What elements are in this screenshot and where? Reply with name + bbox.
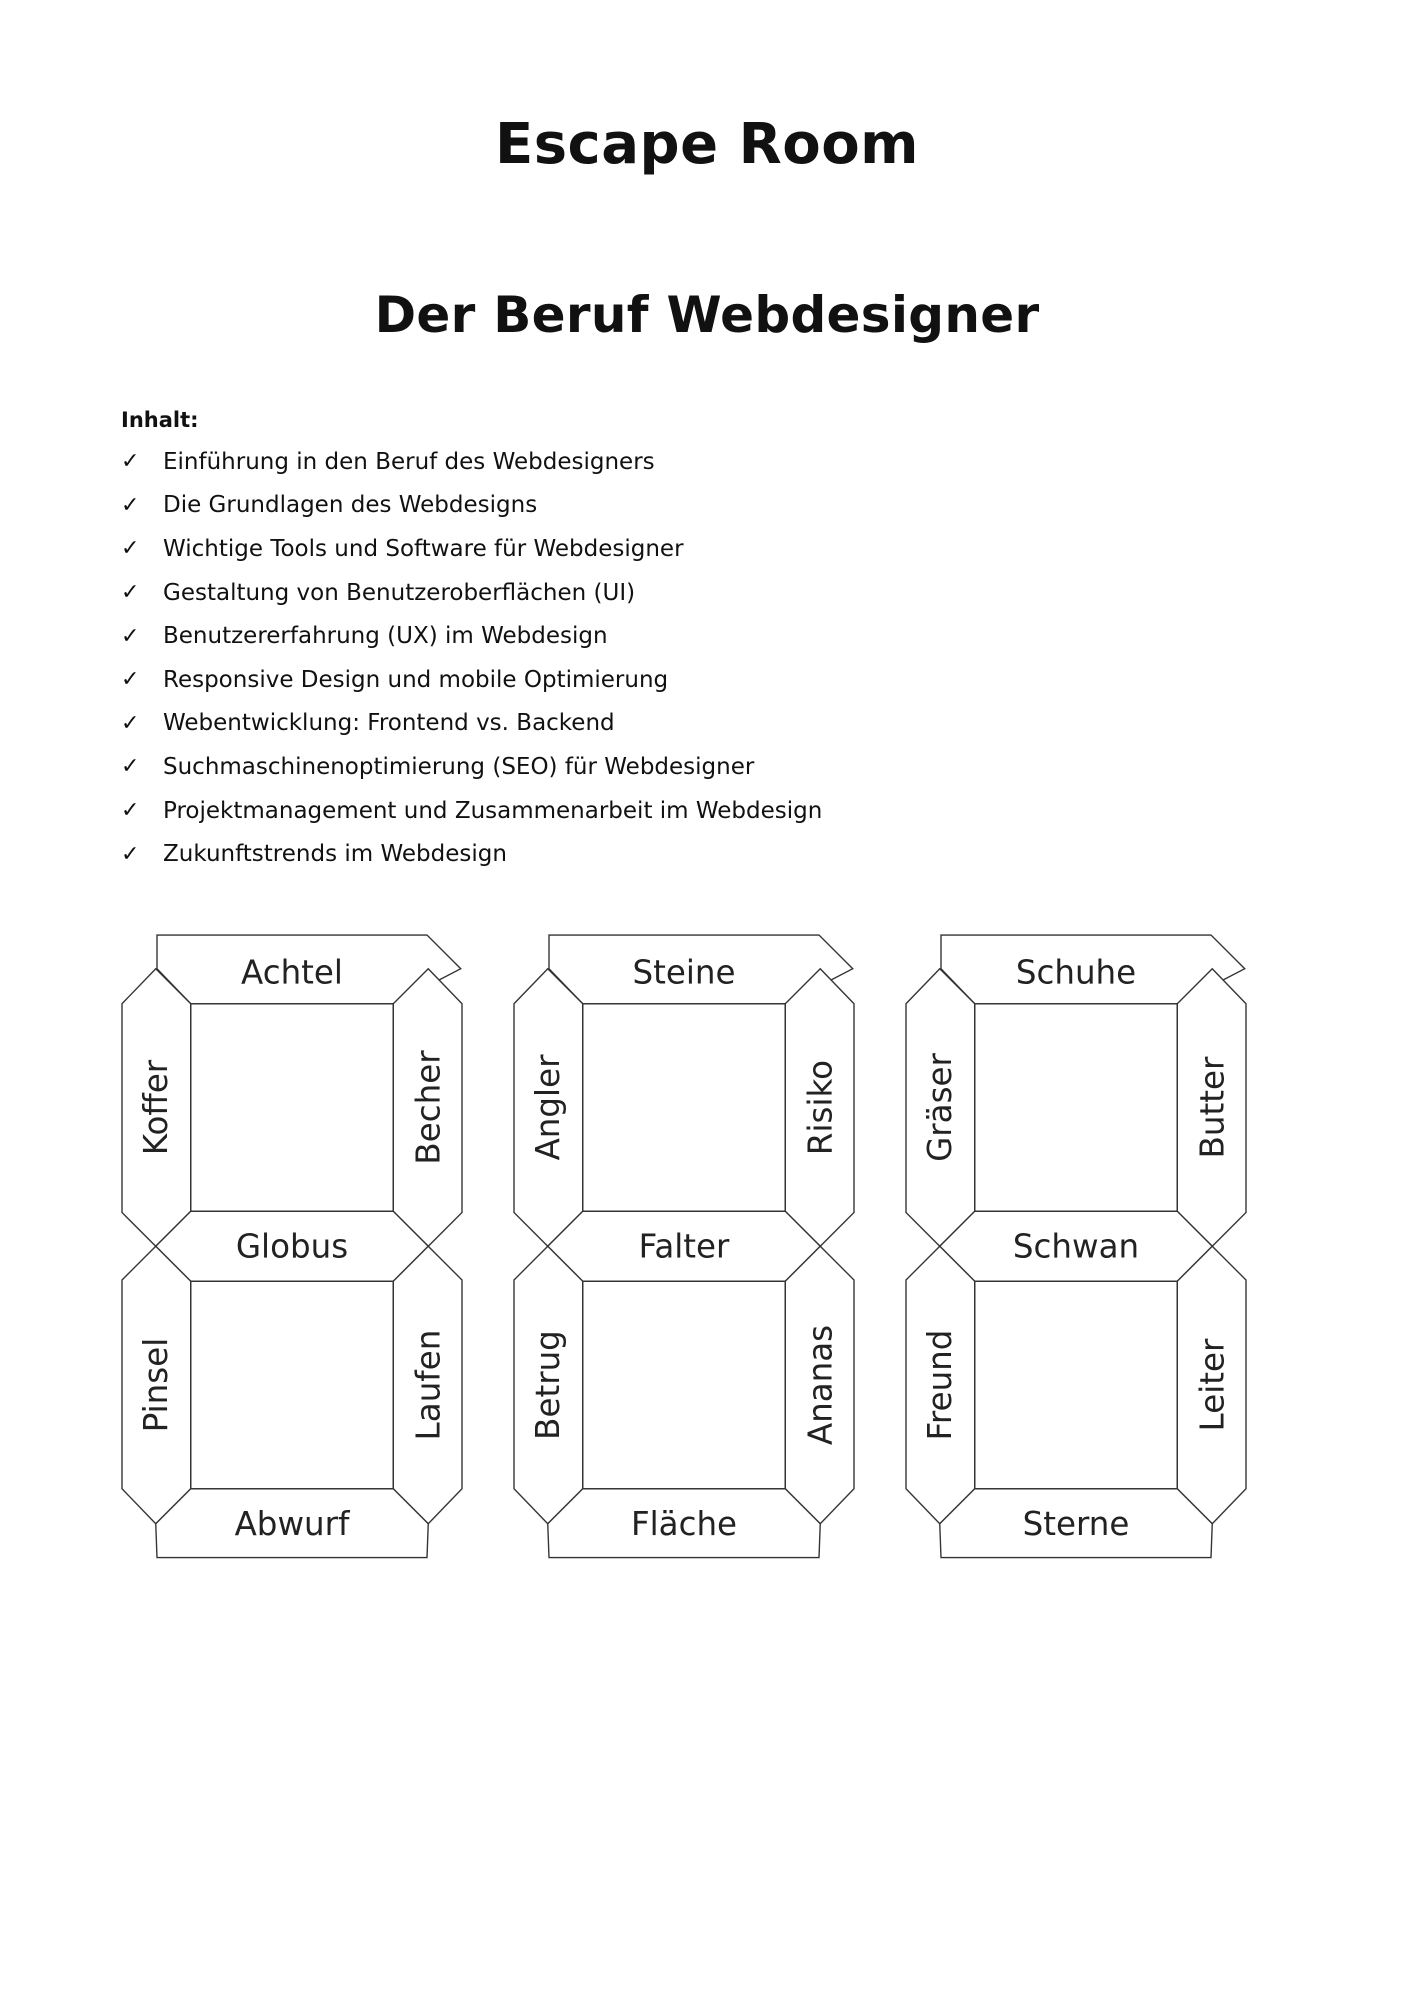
segment-label-lower-right: Laufen [409, 1329, 448, 1441]
segment-label-bottom: Fläche [630, 1504, 738, 1543]
checklist-item-label: Einführung in den Beruf des Webdesigners [163, 448, 655, 475]
segment-label-lower-right: Ananas [801, 1324, 840, 1446]
check-icon: ✓ [121, 710, 140, 736]
segment-label-bottom: Abwurf [234, 1504, 350, 1543]
checklist-item-label: Gestaltung von Benutzeroberflächen (UI) [163, 579, 636, 606]
page-title: Escape Room [494, 112, 920, 177]
checklist-item-label: Webentwicklung: Frontend vs. Backend [163, 710, 615, 737]
check-icon: ✓ [121, 667, 140, 693]
check-icon: ✓ [121, 754, 140, 780]
segment-label-middle: Schwan [1012, 1227, 1140, 1266]
segment-label-lower-left: Betrug [528, 1330, 567, 1440]
check-icon: ✓ [121, 841, 140, 867]
segment-label-top: Steine [632, 953, 736, 992]
checklist-item-label: Die Grundlagen des Webdesigns [163, 492, 538, 519]
contents-label: Inhalt: [121, 408, 199, 432]
checklist-item-label: Zukunftstrends im Webdesign [163, 841, 507, 868]
segment-label-top: Achtel [241, 953, 343, 992]
checklist-item-label: Responsive Design und mobile Optimierung [163, 666, 669, 693]
checklist-item-label: Projektmanagement und Zusammenarbeit im Webdesign [163, 797, 823, 824]
checklist-item-label: Suchmaschinenoptimierung (SEO) für Webdesigner [163, 753, 755, 780]
checklist-item-label: Benutzererfahrung (UX) im Webdesign [163, 623, 608, 650]
upper-box [191, 1004, 394, 1212]
segment-puzzle-3 [906, 935, 1246, 1558]
segment-puzzle-2 [514, 935, 854, 1558]
check-icon: ✓ [121, 623, 140, 649]
lower-box [191, 1281, 394, 1489]
segment-label-upper-left: Koffer [136, 1059, 175, 1156]
segment-label-upper-right: Risiko [801, 1059, 840, 1156]
segment-puzzle-1 [122, 935, 462, 1558]
segment-label-upper-right: Butter [1193, 1056, 1232, 1159]
segment-label-middle: Falter [638, 1227, 730, 1266]
lower-box [975, 1281, 1178, 1489]
segment-label-bottom: Sterne [1022, 1504, 1130, 1543]
lower-box [583, 1281, 786, 1489]
check-icon: ✓ [121, 449, 140, 475]
segment-label-upper-right: Becher [409, 1050, 448, 1165]
check-icon: ✓ [121, 492, 140, 518]
checklist-item-label: Wichtige Tools und Software für Webdesigner [163, 535, 684, 562]
upper-box [975, 1004, 1178, 1212]
check-icon: ✓ [121, 536, 140, 562]
segment-label-middle: Globus [235, 1227, 349, 1266]
segment-label-lower-left: Freund [920, 1329, 959, 1441]
upper-box [583, 1004, 786, 1212]
segment-label-top: Schuhe [1015, 953, 1137, 992]
check-icon: ✓ [121, 580, 140, 606]
check-icon: ✓ [121, 798, 140, 824]
segment-label-upper-left: Angler [528, 1054, 567, 1161]
segment-label-lower-left: Pinsel [136, 1337, 175, 1433]
page-subtitle: Der Beruf Webdesigner [374, 286, 1040, 344]
segment-label-upper-left: Gräser [920, 1053, 959, 1162]
segment-label-lower-right: Leiter [1193, 1338, 1232, 1432]
